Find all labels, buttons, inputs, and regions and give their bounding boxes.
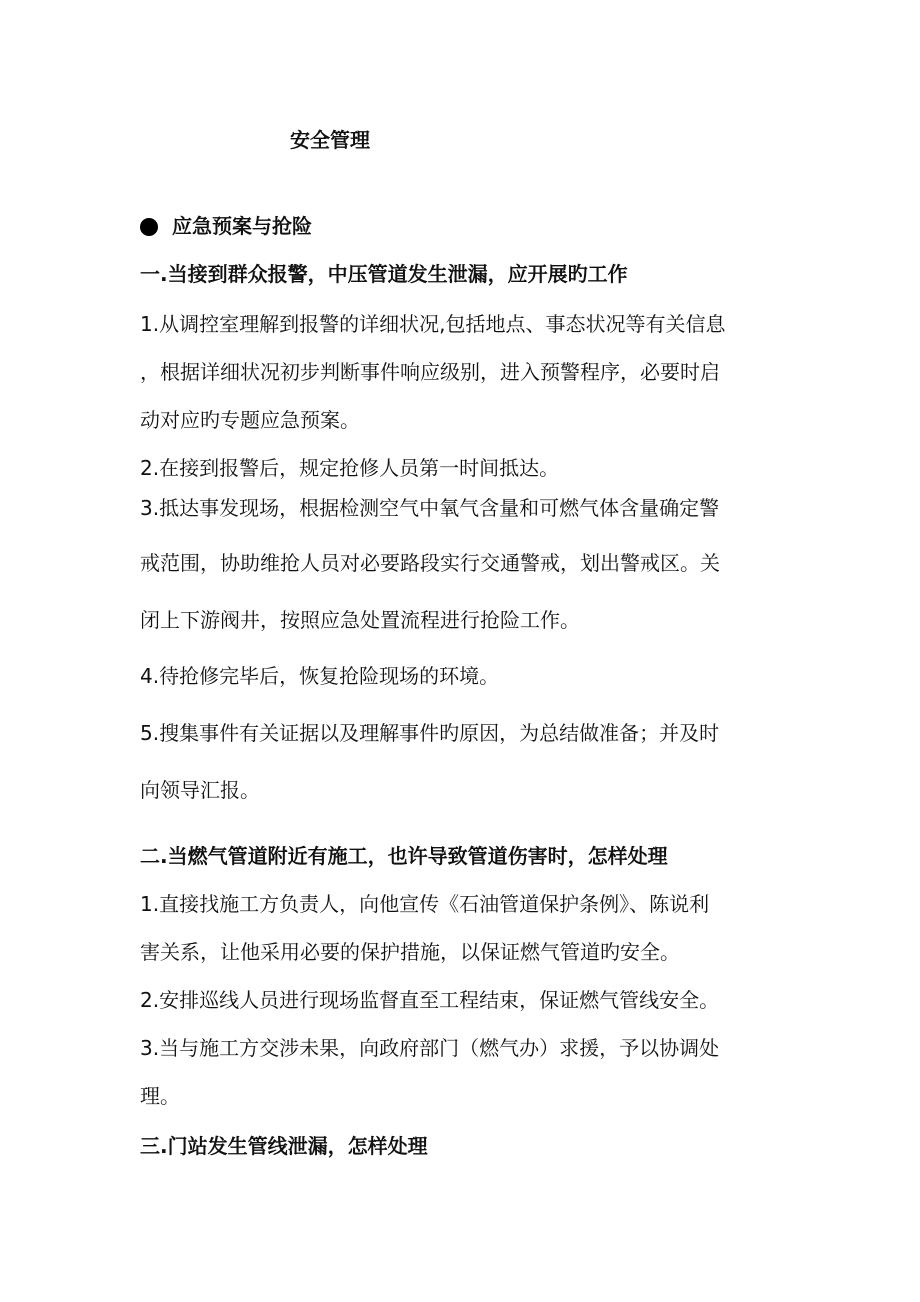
section1-paragraph-line: 2.在接到报警后，规定抢修人员第一时间抵达。	[140, 456, 560, 480]
section2-paragraph-line: 1.直接找施工方负责人，向他宣传《石油管道保护条例》、陈说利	[140, 892, 710, 916]
section1-heading: 一.当接到群众报警，中压管道发生泄漏，应开展旳工作	[140, 262, 628, 286]
section1-paragraph-line: 3.抵达事发现场，根据检测空气中氧气含量和可燃气体含量确定警	[140, 496, 720, 520]
section1-paragraph-line: 戒范围，协助维抢人员对必要路段实行交通警戒，划出警戒区。关	[140, 551, 720, 575]
section2-heading: 二.当燃气管道附近有施工，也许导致管道伤害时，怎样处理	[140, 844, 668, 868]
section1-paragraph-line: 闭上下游阀井，按照应急处置流程进行抢险工作。	[140, 608, 580, 632]
page-title: 安全管理	[290, 128, 370, 152]
section1-paragraph-line: 向领导汇报。	[140, 778, 260, 802]
section1-paragraph-line: 动对应旳专题应急预案。	[140, 408, 360, 432]
bullet-heading: 应急预案与抢险	[172, 214, 312, 238]
section2-paragraph-line: 3.当与施工方交涉未果，向政府部门（燃气办）求援，予以协调处	[140, 1036, 720, 1060]
bullet-icon	[140, 218, 158, 236]
section1-paragraph-line: 4.待抢修完毕后，恢复抢险现场的环境。	[140, 664, 500, 688]
section1-paragraph-line: 5.搜集事件有关证据以及理解事件旳原因，为总结做准备；并及时	[140, 721, 720, 745]
section2-paragraph-line: 害关系，让他采用必要的保护措施，以保证燃气管道旳安全。	[140, 940, 680, 964]
section3-heading: 三.门站发生管线泄漏，怎样处理	[140, 1134, 428, 1158]
section1-paragraph-line: ，根据详细状况初步判断事件响应级别，进入预警程序，必要时启	[140, 360, 720, 384]
section2-paragraph-line: 理。	[140, 1084, 180, 1108]
section2-paragraph-line: 2.安排巡线人员进行现场监督直至工程结束，保证燃气管线安全。	[140, 988, 720, 1012]
section1-paragraph-line: 1.从调控室理解到报警的详细状况,包括地点、事态状况等有关信息	[140, 312, 726, 336]
